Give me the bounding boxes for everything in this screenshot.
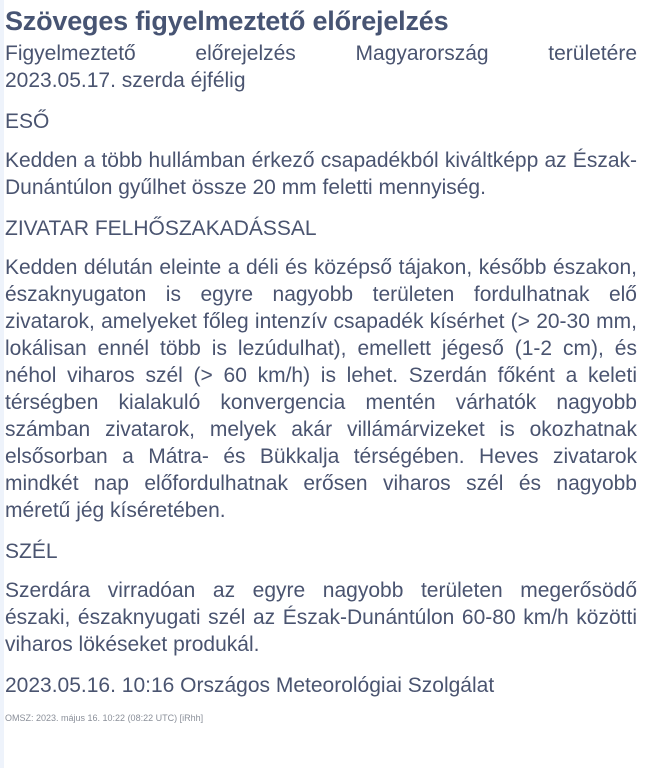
left-edge [0,0,4,768]
section-text-wind: Szerdára virradóan az egyre nagyobb területen megerősödő északi, északnyugati szél az Észak-Dunántúlon 60-80 km/h közötti viharos lökéseket produkál. [5,579,637,656]
subtitle-word: területére [548,42,637,65]
issued-timestamp: 2023.05.16. 10:16 Országos Meteorológiai Szolgálat [5,674,495,697]
subtitle-line-2: 2023.05.17. szerda éjfélig [5,69,246,92]
subtitle-word: Magyarország [355,42,489,65]
footer-meta: OMSZ: 2023. május 16. 10:22 (08:22 UTC) [iRhh] [5,713,204,723]
section-text-thunderstorm: Kedden délután eleinte a déli és középső tájakon, később északon, északnyugaton is egyre nagyobb területen fordulhatnak elő zivatarok, amelyeket főleg intenzív csapadék kísérhet (> 20-30 mm, lokálisan ennél több is lezúdulhat), emellett jégeső (1-2 cm), és néhol viharos szél (> 60 km/h) is lehet. Szerdán főként a keleti térségben kialakuló konvergencia mentén várhatók nagyobb számban zivatarok, melyek akár villámárvizeket is okozhatnak elsősorban a Mátra- és Bükkalja térségében. Heves zivatarok mindkét nap előfordulhatnak erősen viharos szél és nagyobb méretű jég kíséretében. [5,256,637,522]
subtitle-word: Figyelmeztető [5,42,136,65]
section-heading-wind: SZÉL [5,540,58,563]
section-heading-rain: ESŐ [5,110,50,133]
subtitle-line-1 [5,40,637,67]
section-text-rain: Kedden a több hullámban érkező csapadékból kiváltképp az Észak-Dunántúlon gyűlhet össze 20 mm feletti mennyiség. [5,149,637,199]
warning-content [5,4,637,723]
subtitle-word: előrejelzés [195,42,296,65]
subtitle [5,40,637,94]
section-heading-thunderstorm: ZIVATAR FELHŐSZAKADÁSSAL [5,217,317,240]
page-title: Szöveges figyelmeztető előrejelzés [5,6,449,36]
